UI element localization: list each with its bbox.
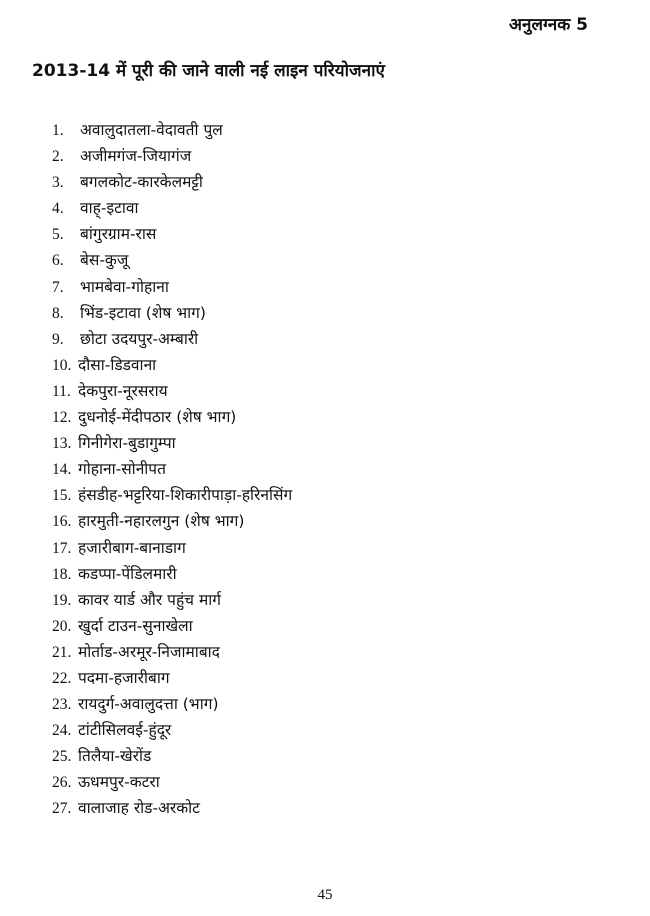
item-number: 22. (52, 669, 72, 687)
item-number: 7. (52, 278, 64, 296)
item-text: ऊधमपुर-कटरा (78, 773, 160, 792)
list-item (52, 169, 292, 195)
item-number: 11. (52, 382, 71, 400)
item-number: 13. (52, 435, 72, 453)
list-item (52, 247, 292, 273)
annexure-label: अनुलग्नक 5 (509, 15, 588, 35)
item-number: 5. (52, 226, 64, 244)
list-item (52, 352, 292, 378)
item-number: 10. (52, 356, 72, 374)
item-text: गिनीगेरा-बुडागुम्पा (78, 434, 176, 453)
item-text: हारमुती-नहारलगुन (शेष भाग) (78, 512, 245, 531)
item-number: 9. (52, 330, 64, 348)
list-item (52, 300, 292, 326)
item-text: अवालुदातला-वेदावती पुल (80, 121, 223, 139)
list-item (52, 587, 292, 613)
list-item (52, 535, 292, 561)
item-text: हजारीबाग-बानाडाग (78, 538, 186, 557)
item-text: बगलकोट-कारकेलमट्टी (80, 173, 203, 192)
list-item (52, 795, 292, 821)
page-number: 45 (317, 887, 333, 903)
list-item (52, 665, 292, 691)
item-text: वाह्-इटावा (80, 199, 139, 218)
list-item (52, 613, 292, 639)
item-number: 27. (52, 800, 72, 818)
list-item (52, 769, 292, 795)
list-item (52, 195, 292, 221)
list-item (52, 404, 292, 430)
item-text: रायदुर्ग-अवालुदत्ता (भाग) (78, 695, 219, 714)
item-text: दुधनोई-मेंदीपठार (शेष भाग) (78, 408, 237, 427)
item-number: 16. (52, 513, 72, 531)
item-text: बेस-कुजू (80, 251, 129, 270)
item-number: 6. (52, 252, 64, 270)
list-item (52, 430, 292, 456)
item-text: कावर यार्ड और पहुंच मार्ग (78, 590, 221, 609)
item-text: खुर्दा टाउन-सुनाखेला (78, 616, 193, 635)
item-number: 26. (52, 774, 72, 792)
item-text: भिंड-इटावा (शेष भाग) (80, 303, 206, 322)
list-item (52, 743, 292, 769)
list-item (52, 456, 292, 482)
item-text: तिलैया-खेरोंड (78, 747, 152, 766)
item-number: 25. (52, 748, 72, 766)
item-number: 23. (52, 696, 72, 714)
list-item (52, 326, 292, 352)
project-list (52, 117, 292, 822)
item-text: मोर्ताड-अरमूर-निजामाबाद (78, 642, 220, 661)
item-text: टांटीसिलवई-हुंदूर (78, 721, 172, 740)
item-text: बांगुरग्राम-रास (80, 225, 157, 244)
list-item (52, 639, 292, 665)
item-text: पदमा-हजारीबाग (78, 668, 170, 687)
item-text: कडप्पा-पेंडिलमारी (78, 564, 177, 583)
list-item (52, 143, 292, 169)
item-number: 19. (52, 591, 72, 609)
item-text: दौसा-डिडवाना (78, 355, 157, 374)
item-number: 20. (52, 617, 72, 635)
list-item (52, 691, 292, 717)
item-number: 24. (52, 722, 72, 740)
item-number: 2. (52, 148, 64, 166)
list-item (52, 561, 292, 587)
item-text: वालाजाह रोड-अरकोट (78, 799, 200, 818)
item-number: 3. (52, 174, 64, 192)
item-number: 17. (52, 539, 72, 557)
list-item (52, 274, 292, 300)
item-text: अजीमगंज-जियागंज (80, 147, 192, 166)
item-text: गोहाना-सोनीपत (78, 460, 166, 479)
item-number: 14. (52, 461, 72, 479)
item-number: 8. (52, 304, 64, 322)
item-number: 15. (52, 487, 72, 505)
list-item (52, 221, 292, 247)
list-item (52, 378, 292, 404)
item-text: छोटा उदयपुर-अम्बारी (80, 329, 199, 348)
item-text: भामबेवा-गोहाना (80, 277, 169, 296)
item-number: 18. (52, 565, 72, 583)
item-number: 4. (52, 200, 64, 218)
list-item (52, 717, 292, 743)
item-text: हंसडीह-भट्टरिया-शिकारीपाड़ा-हरिनसिंग (78, 486, 293, 505)
item-text: देकपुरा-नूरसराय (78, 381, 168, 400)
list-item (52, 117, 292, 143)
item-number: 12. (52, 409, 72, 427)
item-number: 1. (52, 122, 64, 139)
list-item (52, 508, 292, 534)
page-title: 2013-14 में पूरी की जाने वाली नई लाइन परियोजनाएं (32, 61, 385, 81)
item-number: 21. (52, 643, 72, 661)
list-item (52, 482, 292, 508)
